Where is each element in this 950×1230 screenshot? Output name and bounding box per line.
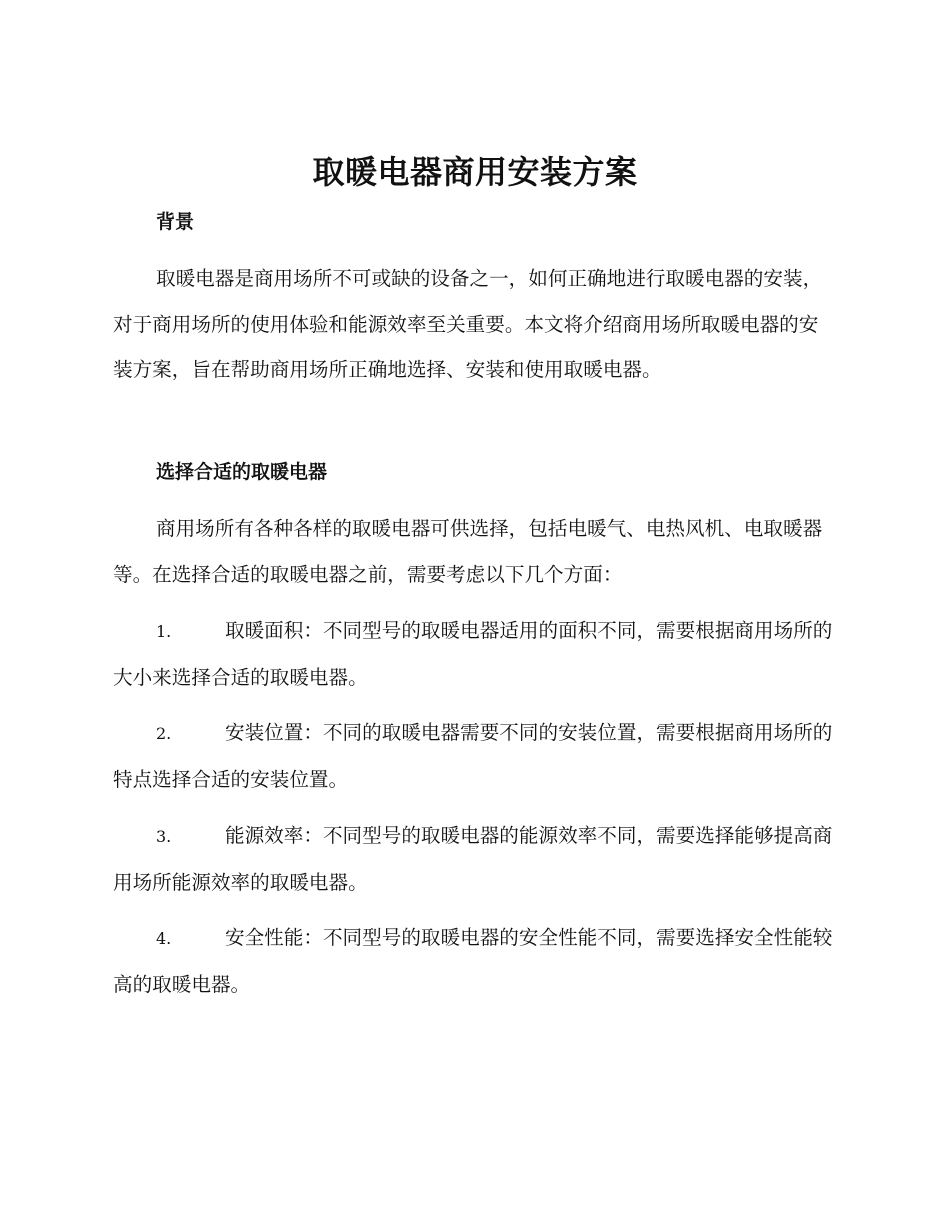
list-item-number: 4. <box>156 929 172 948</box>
list-item-number: 2. <box>156 724 172 743</box>
section-heading-background: 背景 <box>156 211 195 233</box>
list-item-text: 安全性能：不同型号的取暖电器的安全性能不同，需要选择安全性能较高的取暖电器。 <box>113 926 833 996</box>
list-item <box>113 813 835 905</box>
list-item <box>113 710 835 802</box>
background-paragraph: 取暖电器是商用场所不可或缺的设备之一，如何正确地进行取暖电器的安装，对于商用场所的使用体验和能源效率至关重要。本文将介绍商用场所取暖电器的安装方案，旨在帮助商用场所正确地选择、安装和使用取暖电器。 <box>113 267 823 381</box>
list-item <box>113 915 835 1007</box>
list-item-text: 取暖面积：不同型号的取暖电器适用的面积不同，需要根据商用场所的大小来选择合适的取暖电器。 <box>113 619 833 689</box>
list-item <box>113 608 835 700</box>
choose-intro-paragraph: 商用场所有各种各样的取暖电器可供选择，包括电暖气、电热风机、电取暖器等。在选择合适的取暖电器之前，需要考虑以下几个方面： <box>113 517 823 586</box>
list-item-number: 1. <box>156 622 172 641</box>
list-item-text: 能源效率：不同型号的取暖电器的能源效率不同，需要选择能够提高商用场所能源效率的取暖电器。 <box>113 824 833 894</box>
document-title: 取暖电器商用安装方案 <box>312 153 638 191</box>
list-item-number: 3. <box>156 827 172 846</box>
list-item-text: 安装位置：不同的取暖电器需要不同的安装位置，需要根据商用场所的特点选择合适的安装位置。 <box>113 721 833 791</box>
section-heading-choose: 选择合适的取暖电器 <box>156 461 328 483</box>
